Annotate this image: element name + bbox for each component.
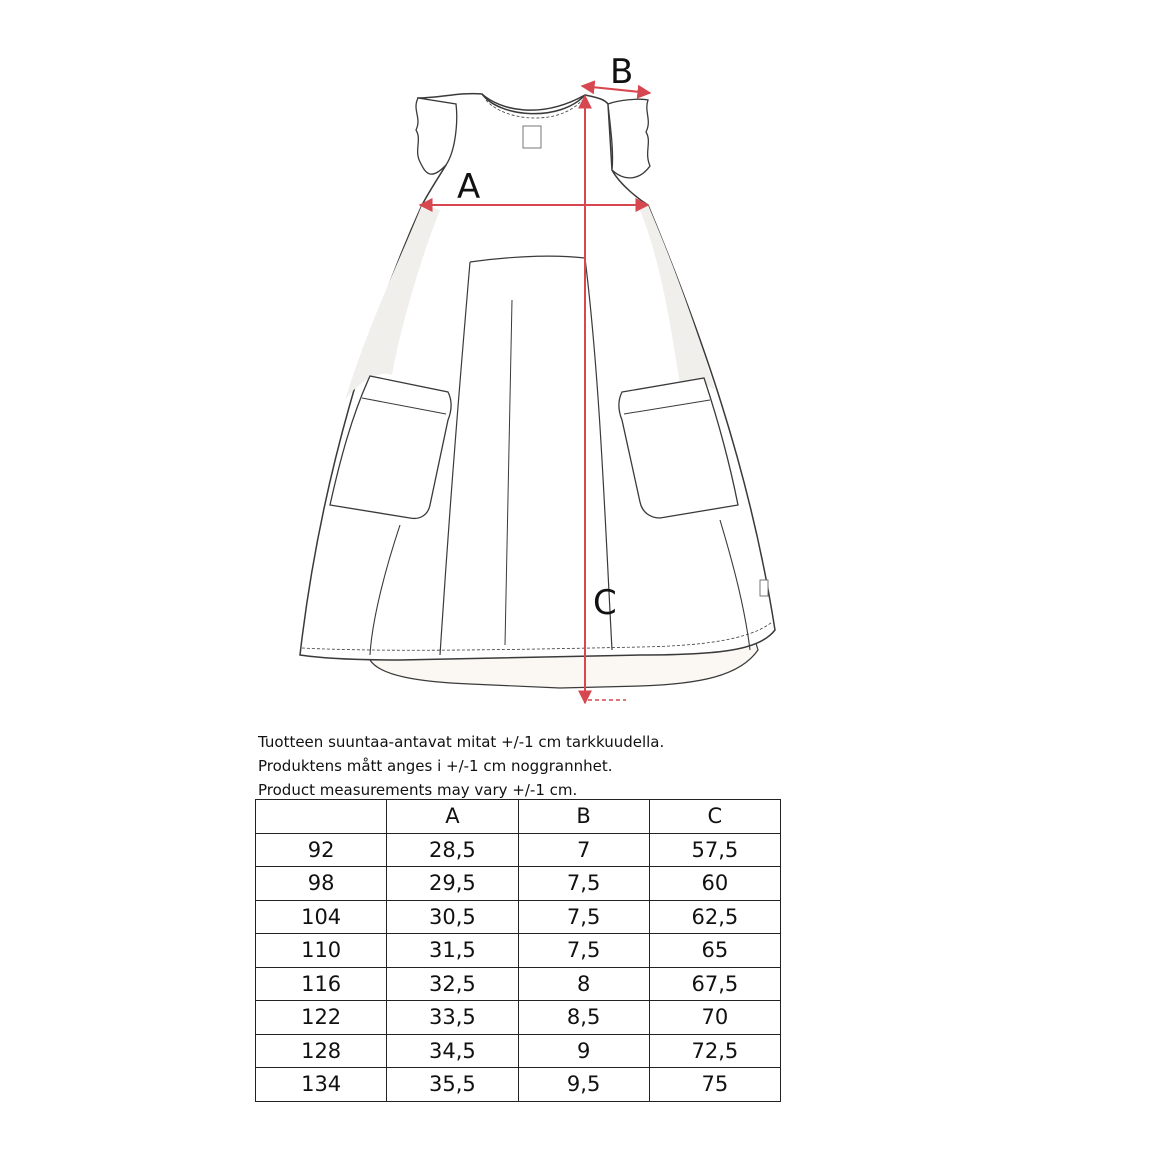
note-finnish: Tuotteen suuntaa-antavat mitat +/-1 cm tarkkuudella. xyxy=(258,733,665,751)
cell-size: 128 xyxy=(256,1034,387,1068)
header-c: C xyxy=(649,800,780,834)
cell-b: 7,5 xyxy=(518,900,649,934)
cell-b: 9,5 xyxy=(518,1068,649,1102)
cell-a: 33,5 xyxy=(387,1001,518,1035)
cell-c: 70 xyxy=(649,1001,780,1035)
cell-a: 35,5 xyxy=(387,1068,518,1102)
table-row xyxy=(256,1068,781,1102)
header-a: A xyxy=(387,800,518,834)
table-row xyxy=(256,1034,781,1068)
ruffle-sleeve-right xyxy=(608,99,650,178)
cell-a: 29,5 xyxy=(387,867,518,901)
cell-a: 34,5 xyxy=(387,1034,518,1068)
cell-size: 122 xyxy=(256,1001,387,1035)
label-a: A xyxy=(457,167,481,207)
cell-size: 104 xyxy=(256,900,387,934)
cell-c: 65 xyxy=(649,934,780,968)
measurement-notes xyxy=(258,730,664,802)
label-c: C xyxy=(593,583,617,623)
cell-c: 57,5 xyxy=(649,833,780,867)
label-b: B xyxy=(610,52,634,92)
note-english: Product measurements may vary +/-1 cm. xyxy=(258,781,578,799)
cell-b: 8,5 xyxy=(518,1001,649,1035)
table-row xyxy=(256,967,781,1001)
table-row xyxy=(256,1001,781,1035)
cell-c: 60 xyxy=(649,867,780,901)
cell-b: 7,5 xyxy=(518,934,649,968)
cell-b: 9 xyxy=(518,1034,649,1068)
cell-a: 31,5 xyxy=(387,934,518,968)
cell-b: 7,5 xyxy=(518,867,649,901)
cell-size: 110 xyxy=(256,934,387,968)
cell-c: 72,5 xyxy=(649,1034,780,1068)
side-tag xyxy=(760,580,768,596)
size-table xyxy=(255,799,781,1102)
table-row xyxy=(256,867,781,901)
header-size xyxy=(256,800,387,834)
cell-size: 98 xyxy=(256,867,387,901)
cell-c: 62,5 xyxy=(649,900,780,934)
note-swedish: Produktens mått anges i +/-1 cm noggrannhet. xyxy=(258,757,613,775)
table-row xyxy=(256,900,781,934)
cell-a: 30,5 xyxy=(387,900,518,934)
cell-c: 75 xyxy=(649,1068,780,1102)
cell-b: 7 xyxy=(518,833,649,867)
cell-a: 32,5 xyxy=(387,967,518,1001)
cell-c: 67,5 xyxy=(649,967,780,1001)
table-row xyxy=(256,934,781,968)
brand-label xyxy=(523,126,541,148)
cell-size: 134 xyxy=(256,1068,387,1102)
table-row xyxy=(256,833,781,867)
table-header-row xyxy=(256,800,781,834)
cell-a: 28,5 xyxy=(387,833,518,867)
cell-size: 116 xyxy=(256,967,387,1001)
cell-b: 8 xyxy=(518,967,649,1001)
cell-size: 92 xyxy=(256,833,387,867)
header-b: B xyxy=(518,800,649,834)
